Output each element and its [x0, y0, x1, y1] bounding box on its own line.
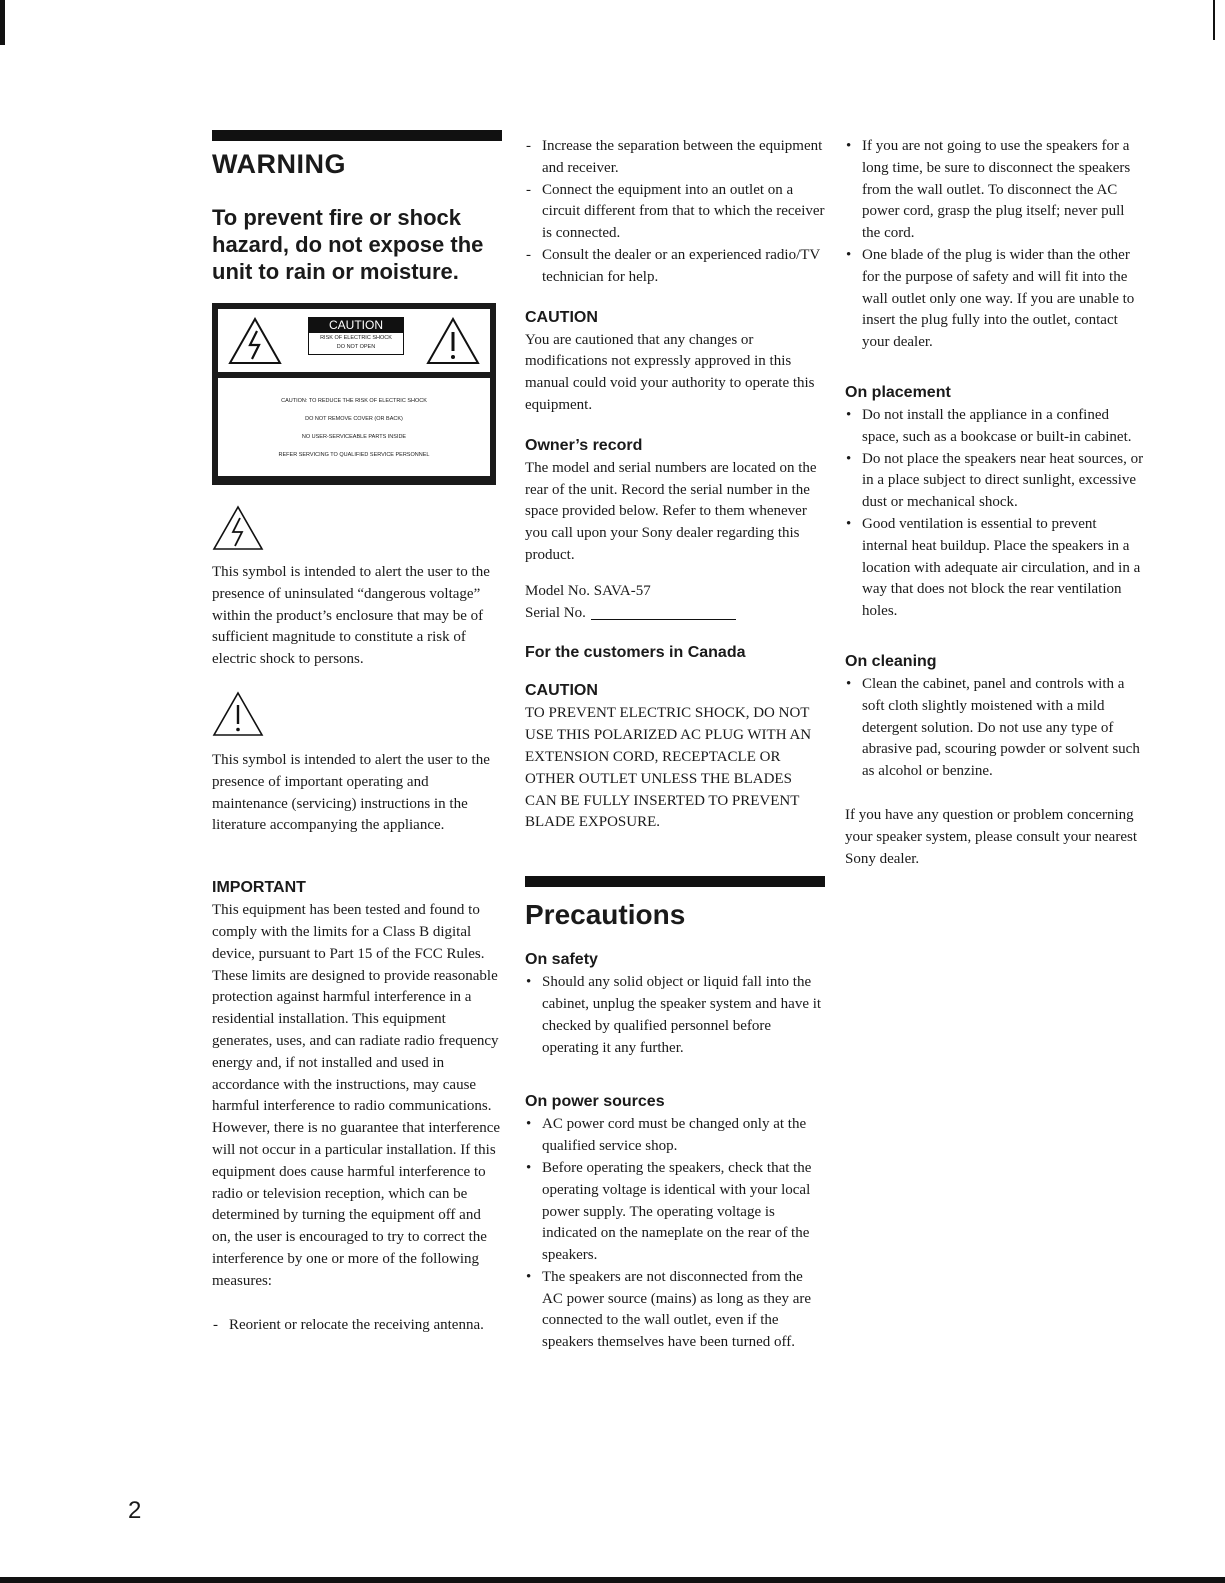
- safety-item: • Should any solid object or liquid fall into the cabinet, unplug the speaker system and have it checked by qualified personnel before operating it any further.: [525, 972, 825, 1059]
- power-item: • Before operating the speakers, check that the operating voltage is identical with your local power supply. The operating voltage is indicated on the nameplate on the rear of the speakers.: [525, 1158, 825, 1267]
- placement-item: • Do not install the appliance in a confined space, such as a bookcase or built-in cabinet.: [845, 405, 1145, 449]
- on-cleaning-list: [845, 674, 1145, 783]
- model-number: Model No. SAVA-57: [525, 582, 651, 599]
- power-item: • If you are not going to use the speakers for a long time, be sure to disconnect the speakers from the wall outlet. To disconnect the AC power cord, grasp the plug itself; never pull the cord.: [845, 136, 1145, 245]
- on-safety-heading: On safety: [525, 951, 598, 969]
- owners-record-heading: Owner’s record: [525, 436, 643, 454]
- page-number: 2: [128, 1497, 142, 1524]
- exclamation-warning-icon: [426, 317, 480, 365]
- power-item: • AC power cord must be changed only at the qualified service shop.: [525, 1114, 825, 1158]
- important-paragraph: However, there is no guarantee that interference will not occur in a particular installation. If this equipment does cause harmful interference to radio or television reception, which can be determined by turning the equipment off and on, the user is encouraged to try to correct the interference by one or more of the following measures:: [212, 1120, 501, 1289]
- warning-subtitle: To prevent fire or shock hazard, do not expose the unit to rain or moisture.: [212, 205, 484, 284]
- caution-label-top: [218, 309, 490, 372]
- on-placement-heading: On placement: [845, 383, 951, 401]
- caution-label-line: REFER SERVICING TO QUALIFIED SERVICE PERSONNEL: [278, 452, 430, 458]
- caution-label-line: CAUTION: TO REDUCE THE RISK OF ELECTRIC SHOCK: [281, 398, 427, 404]
- placement-item: • Do not place the speakers near heat sources, or in a place subject to direct sunlight, excessive dust or mechanical shock.: [845, 449, 1145, 514]
- canada-heading: For the customers in Canada: [525, 644, 746, 662]
- caution-sticker-header: CAUTION: [309, 318, 403, 333]
- on-safety-list: [525, 972, 825, 1059]
- column-right: [845, 136, 1145, 870]
- column-left: [212, 130, 502, 1336]
- serial-number-blank: [591, 619, 736, 620]
- important-heading: IMPORTANT: [212, 879, 306, 897]
- measure-item: - Connect the equipment into an outlet on a circuit different from that to which the receiver is connected.: [525, 180, 825, 245]
- column-middle: [525, 136, 825, 1354]
- important-paragraph: This equipment has been tested and found to comply with the limits for a Class B digital device, pursuant to Part 15 of the FCC Rules.: [212, 902, 485, 962]
- lightning-symbol-text: This symbol is intended to alert the user to the presence of uninsulated “dangerous voltage” within the product’s enclosure that may be of sufficient magnitude to constitute a risk of electric shock to persons.: [212, 564, 490, 668]
- caution-label-text: [222, 392, 486, 464]
- scan-bottom-edge: [0, 1577, 1225, 1583]
- on-cleaning-heading: On cleaning: [845, 652, 937, 670]
- exclamation-symbol-icon: [212, 691, 264, 737]
- measures-list: [212, 1315, 502, 1337]
- scan-edge-mark: [1213, 0, 1215, 40]
- caution-sticker-line: DO NOT OPEN: [336, 344, 376, 350]
- caution-label-bottom: [218, 378, 490, 476]
- cleaning-item: • Clean the cabinet, panel and controls with a soft cloth slightly moistened with a mild detergent solution. Do not use any type of abrasive pad, scouring powder or solvent such as alcohol or benzine.: [845, 674, 1145, 783]
- power-item: • One blade of the plug is wider than the other for the purpose of safety and will fit into the wall outlet only one way. If you are unable to insert the plug fully into the outlet, contact your dealer.: [845, 245, 1145, 354]
- measure-item: - Increase the separation between the equipment and receiver.: [525, 136, 825, 180]
- serial-number-label: Serial No.: [525, 604, 586, 621]
- measure-item: - Reorient or relocate the receiving antenna.: [212, 1315, 502, 1337]
- owners-record-text: The model and serial numbers are located on the rear of the unit. Record the serial number in the space provided below. Refer to them whenever you call upon your Sony dealer regarding this product.: [525, 459, 817, 563]
- lightning-symbol-icon: [212, 505, 264, 551]
- caution-label-line: DO NOT REMOVE COVER (OR BACK): [305, 416, 403, 422]
- section-bar: [212, 130, 502, 141]
- caution-label-line: NO USER-SERVICEABLE PARTS INSIDE: [301, 434, 407, 440]
- exclamation-symbol-text: This symbol is intended to alert the user to the presence of important operating and maintenance (servicing) instructions in the literature accompanying the appliance.: [212, 751, 490, 834]
- closing-text: If you have any question or problem concerning your speaker system, please consult your nearest Sony dealer.: [845, 806, 1137, 867]
- precautions-title: Precautions: [525, 899, 686, 931]
- important-paragraph: These limits are designed to provide reasonable protection against harmful interference in a residential installation. This equipment generates, uses, and can radiate radio frequency energy and, if not installed and used in accordance with the instructions, may cause harmful interference to radio communications.: [212, 967, 499, 1115]
- placement-item: • Good ventilation is essential to prevent internal heat buildup. Place the speakers in a location with adequate air circulation, and in a way that does not block the rear ventilation holes.: [845, 514, 1145, 623]
- power-item: • The speakers are not disconnected from the AC power source (mains) as long as they are connected to the wall outlet, even if the speakers themselves have been turned off.: [525, 1267, 825, 1354]
- lightning-warning-icon: [228, 317, 282, 365]
- measure-item: - Consult the dealer or an experienced radio/TV technician for help.: [525, 245, 825, 289]
- on-power-sources-heading: On power sources: [525, 1093, 665, 1111]
- serial-number-row: [525, 603, 825, 625]
- caution-text: You are cautioned that any changes or modifications not expressly approved in this manual could void your authority to operate this equipment.: [525, 331, 815, 413]
- caution-heading: CAUTION: [525, 308, 598, 326]
- on-placement-list: [845, 405, 1145, 623]
- caution-sticker: [308, 317, 404, 355]
- warning-title: WARNING: [212, 149, 346, 179]
- caution-sticker-line: RISK OF ELECTRIC SHOCK: [320, 335, 392, 341]
- on-power-sources-list-continued: [845, 136, 1145, 354]
- caution-label-box: [212, 303, 496, 485]
- section-bar: [525, 876, 825, 887]
- canada-caution-heading: CAUTION: [525, 682, 598, 700]
- on-power-sources-list: [525, 1114, 825, 1354]
- measures-list-continued: [525, 136, 825, 289]
- scan-edge-mark: [0, 0, 5, 45]
- canada-caution-text: TO PREVENT ELECTRIC SHOCK, DO NOT USE THIS POLARIZED AC PLUG WITH AN EXTENSION CORD, RECEPTACLE OR OTHER OUTLET UNLESS THE BLADES CAN BE FULLY INSERTED TO PREVENT BLADE EXPOSURE.: [525, 705, 812, 831]
